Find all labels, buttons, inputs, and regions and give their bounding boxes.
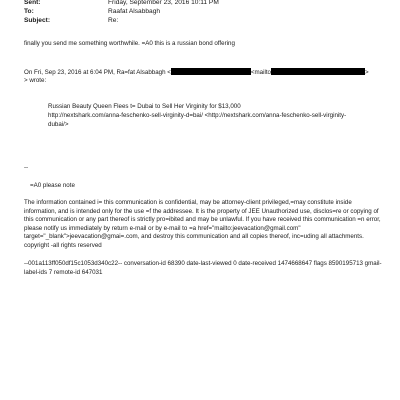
dashes: -- (24, 164, 29, 171)
sent-label: Sent: (24, 0, 41, 6)
disclaimer: The information contained i= this communication is confidential, may be attorney-client privileged,=may constitute inside information, and is intended only for the use =f the addressee. It is the property of JEE Unauthorized use, disclos=re or copying of this communication or any part thereof is strictly pro=ibited and may be unlawful. If you have received this communication =n error, please notify us immediately by return e-mail or by e-mail to =a href="mailto:jeevacation@gmail.com" target="_blank">jeevacation@gmai=.com, and destroy this communication and all copies thereof, inc=uding all attachments. copyright -all rights reserved (24, 199, 381, 249)
redaction-block (271, 68, 365, 75)
quote-header (24, 68, 369, 77)
article-title: Russian Beauty Queen Flees t= Dubai to Sell Her Virginity for $13,000 (48, 103, 241, 110)
quote-prefix: On Fri, Sep 23, 2016 at 6:04 PM, Ra=fat Alsabbagh < (24, 69, 171, 76)
sent-row (24, 0, 219, 7)
to-label: To: (24, 8, 34, 15)
subject-row (24, 17, 118, 25)
sent-value: Friday, September 23, 2016 10:11 PM (108, 0, 219, 6)
quote-mailto: <mailto (250, 69, 271, 76)
quote-end: > (365, 69, 369, 76)
to-value: Raafat Alsabbagh (108, 8, 161, 15)
quote-wrote: > wrote: (24, 77, 47, 84)
message-line: finally you send me something worthwhile. =A0 this is a russian bond offering (24, 40, 235, 47)
to-row (24, 8, 160, 16)
article-url: http://nextshark.com/anna-feschenko-sell-virginity-d=bai/ <http://nextshark.com/anna-feschenko-sell-virginity- (48, 112, 347, 119)
article-url-cont: dubai/> (48, 121, 69, 128)
note: =A0 please note (30, 182, 75, 189)
redaction-block (171, 68, 251, 75)
subject-value: Re: (108, 17, 119, 24)
subject-label: Subject: (24, 17, 51, 24)
message-metadata: --001a113ff050df15c1053d340c22-- conversation-id 68390 date-last-viewed 0 date-received 1474668647 flags 8590195713 gmail-label-ids 7 remote-id 647031 (24, 260, 382, 276)
